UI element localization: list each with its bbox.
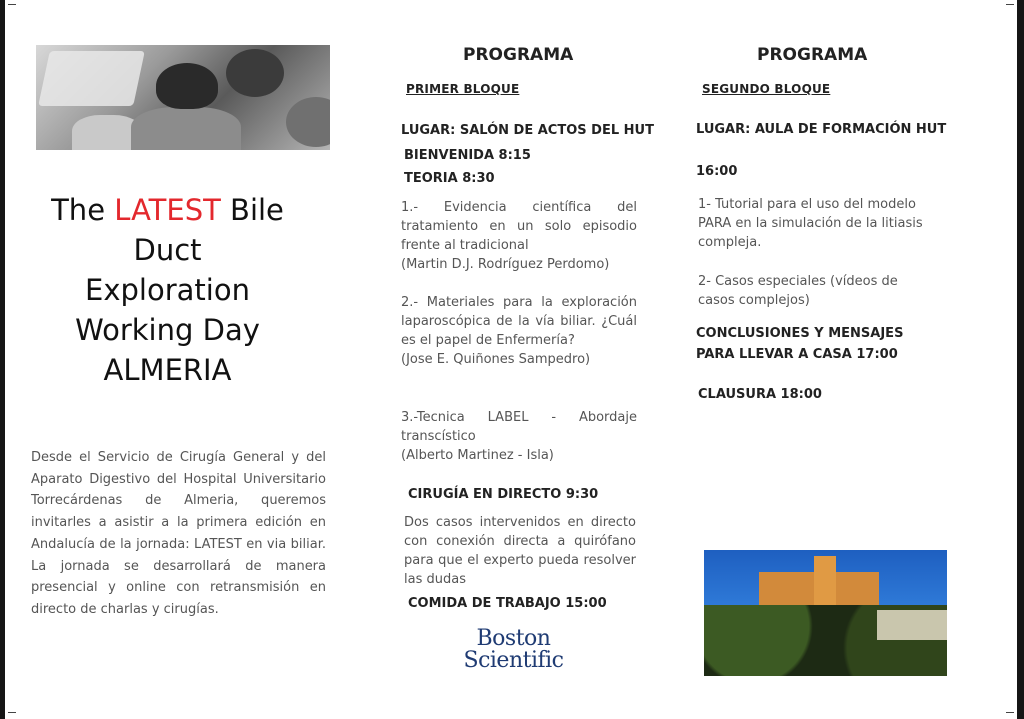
title-word: Bile (230, 193, 284, 227)
right-dark-border (1017, 0, 1024, 719)
crop-mark (8, 4, 16, 5)
title-line-5: ALMERIA (103, 353, 232, 387)
lugar-2: LUGAR: AULA DE FORMACIÓN HUT (696, 122, 947, 137)
primer-bloque-heading: PRIMER BLOQUE (406, 82, 520, 96)
item-1: 1- Tutorial para el uso del modelo PARA en la simulación de la litiasis compleja. (698, 197, 923, 250)
title-word: The (51, 193, 106, 227)
surgery-team-photo (36, 45, 330, 150)
segundo-bloque-time: 16:00 (696, 164, 738, 179)
logo-line-1: Boston (476, 626, 551, 651)
bienvenida-time: BIENVENIDA 8:15 (404, 148, 531, 163)
talk-1 (401, 198, 637, 274)
cirugia-directo: CIRUGÍA EN DIRECTO 9:30 (408, 487, 599, 502)
crop-mark (1006, 712, 1014, 713)
title-line-4: Working Day (75, 313, 260, 347)
talk-1-author: (Martin D.J. Rodríguez Perdomo) (401, 257, 610, 272)
crop-mark (1006, 4, 1014, 5)
item-2: 2- Casos especiales (vídeos de casos complejos) (698, 274, 898, 308)
talk-3-text: 3.-Tecnica LABEL - Abordaje transcístico (401, 410, 637, 444)
programa-title-1: PROGRAMA (463, 45, 574, 65)
logo-line-2: Scientific (463, 648, 564, 673)
talk-3 (401, 408, 637, 465)
programa-title-2: PROGRAMA (757, 45, 868, 65)
talk-3-author: (Alberto Martinez - Isla) (401, 448, 554, 463)
talk-1-text: 1.- Evidencia científica del tratamiento en un solo episodio frente al tradicional (401, 200, 637, 253)
talk-2-text: 2.- Materiales para la exploración laparoscópica de la vía biliar. ¿Cuál es el papel de Enfermería? (401, 295, 637, 348)
cirugia-description: Dos casos intervenidos en directo con conexión directa a quirófano para que el experto pueda resolver las dudas (404, 515, 636, 587)
talk-2 (401, 293, 637, 369)
comida-trabajo: COMIDA DE TRABAJO 15:00 (408, 596, 607, 611)
boston-scientific-logo (446, 628, 581, 672)
conclusiones-line-1: CONCLUSIONES Y MENSAJES (696, 326, 904, 341)
intro-paragraph: Desde el Servicio de Cirugía General y del Aparato Digestivo del Hospital Universitario Torrecárdenas de Almeria, queremos invitarles a asistir a la primera edición en Andalucía de la jornada: LATEST en via biliar. La jornada se desarrollará de manera presencial y online con retransmisión en directo de charlas y cirugías. (31, 450, 326, 617)
left-dark-border (0, 0, 5, 719)
talk-2-author: (Jose E. Quiñones Sampedro) (401, 352, 591, 367)
lugar-1: LUGAR: SALÓN DE ACTOS DEL HUT (401, 123, 654, 138)
segundo-bloque-heading: SEGUNDO BLOQUE (702, 82, 831, 96)
conclusiones-line-2: PARA LLEVAR A CASA 17:00 (696, 347, 898, 362)
event-title (30, 190, 305, 390)
crop-mark (8, 712, 16, 713)
title-line-1 (30, 190, 305, 230)
teoria-time: TEORIA 8:30 (404, 171, 495, 186)
alcazaba-photo (704, 550, 947, 676)
clausura-time: CLAUSURA 18:00 (698, 387, 822, 402)
title-accent-word: LATEST (114, 193, 221, 227)
title-line-2: Duct (133, 233, 202, 267)
title-line-3: Exploration (85, 273, 250, 307)
